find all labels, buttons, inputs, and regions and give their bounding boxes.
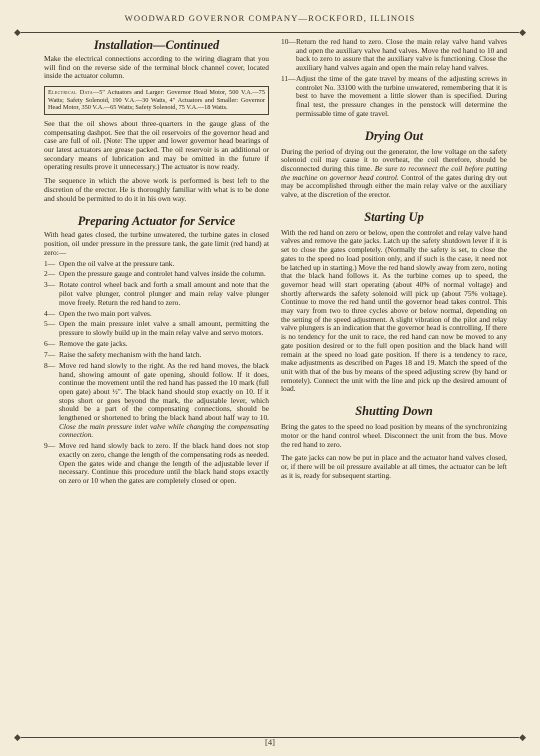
paragraph: The sequence in which the above work is performed is best left to the discretion of the erector. He is thoroughly familiar with what is to be done and should be permitted to do it in his own way. [44, 176, 269, 203]
rule-ornament-icon: ◆ [14, 732, 21, 742]
top-rule [14, 27, 526, 37]
paragraph: During the period of drying out the generator, the low voltage on the safety solenoid coil may cause it to overheat, the coil therefore, should be disconnected during this time. Be sure to reconnect the coil before putting the machine on governor head control. Control of the gates during dry out may be accomplished through either the main relay valve or the auxiliary valve, at the discretion of the erector. [281, 146, 507, 200]
heading-starting-up: Starting Up [364, 209, 424, 224]
list-item: 7— Raise the safety mechanism with the hand latch. [44, 349, 202, 359]
left-column [44, 38, 269, 486]
list-item: 5— Open the main pressure inlet valve a small amount, permitting the pressure to slowly build up in the main relay valve and servo motors. [44, 319, 269, 338]
right-column [281, 38, 507, 480]
list-item: 6— Remove the gate jacks. [44, 339, 128, 349]
paragraph: With the red hand on zero or below, open the controlet and relay valve hand valves and remove the gate jacks. Latch up the safety shutdown lever if it is set to close the gates completely. (Normally the safety is set, to close the gates to the speed no load position only, and if such is the case, it need not be latched up in starting.) Move the red hand slowly away from zero, noting that the black hand follows it. As the turbine comes up to speed, the governor head will start operating (about 40% of normal voltage) and shortly afterwards the safety solenoid will pick up (about 75% voltage). Continue to move the red hand until the governor head takes control. This may vary from two to three cycles above or below normal, depending on the setting of the speed adjustment. A slight vibration of the pilot and relay valve plungers is an indication that the governor head is controlling. If there is no tendency for the unit to race, the red hand can now be moved to any gate position desired or to the full open position and the black hand will remain at the speed no load gate position. If there is a tendency to race, make adjustments as described on Pages 18 and 19. Match the speed of the unit with that of the bus by means of the speed adjusting screw (by hand or remotely). Connect the unit with the line and pick up the desired amount of load. [281, 227, 507, 394]
rule-ornament-icon: ◆ [519, 732, 526, 742]
list-item: 3— Rotate control wheel back and forth a small amount and note that the pilot valve plunger, control plunger and main relay valve plunger move freely. Return the red hand to zero. [44, 280, 269, 307]
paragraph: With head gates closed, the turbine unwatered, the turbine gates in closed position, oil under pressure in the pressure tank, the gate limit (red hand) at zero:— [44, 230, 269, 257]
paragraph: The gate jacks can now be put in place and the actuator hand valves closed, or, if there will be oil pressure available at all times, the actuator can be left as it is, ready for subsequent starting. [281, 453, 507, 480]
steps-list [44, 260, 269, 486]
list-item: 2— Open the pressure gauge and controlet hand valves inside the column. [44, 269, 266, 279]
rule-ornament-icon: ◆ [519, 27, 526, 37]
heading-drying-out: Drying Out [364, 128, 424, 143]
heading-installation: Installation—Continued [93, 38, 220, 52]
paragraph: Bring the gates to the speed no load position by means of the synchronizing motor or the hand control wheel. Disconnect the unit from the bus. Move the red hand to zero. [281, 422, 507, 449]
electrical-data-box [44, 86, 269, 115]
page-number: [4] [265, 737, 275, 747]
box-text: —5" Actuators and Larger: Governor Head Motor, 500 V.A.—75 Watts; Safety Solenoid, 190 V.A.—30 Watts, 4" Actuators and Smaller: Governor Head Motor, 350 V.A.—65 Watts; Safety Solenoid, 75 V.A.—18 Watts. [48, 89, 265, 112]
running-head: WOODWARD GOVERNOR COMPANY—ROCKFORD, ILLINOIS [124, 13, 416, 23]
steps-list-continued [281, 38, 507, 119]
box-lead: Electrical Data [48, 89, 93, 97]
list-item: 9— Move red hand slowly back to zero. If the black hand does not stop exactly on zero, change the length of the compensating rods as needed. Open the gates wide and change the length of the adjustable lever if necessary. Continue this procedure until the black hand stops exactly on zero or 10 when the gates are completely closed or open. [44, 441, 269, 486]
list-item: 4— Open the two main port valves. [44, 308, 152, 318]
step-note: Close the main pressure inlet valve while changing the compensating connection. [59, 421, 269, 440]
list-item: 8— Move red hand slowly to the right. As the red hand moves, the black hand, showing amount of gate opening, should follow. If it does, continue the movement until the red hand has passed the 10 mark (full open gate) about ½". The black hand should stop exactly on 10. If it stops short or goes beyond the mark, the adjustable lever, which should be a part of the compensating connections, should be lengthened or shortened to bring the black hand about half way to 10. Close the main pressure inlet valve while changing the compensating connection. [44, 360, 269, 440]
list-item: 1— Open the oil valve at the pressure tank. [44, 258, 175, 268]
paragraph: See that the oil shows about three-quarters in the gauge glass of the compensating dashpot. See that the oil reservoirs of the governor head and case are full of oil. (Note: The upper and lower governor head bearings of our latest actuators are grease packed. The oil reservoir is an additional or secondary means of lubrication and may be omitted in the future if operating results prove it unnecessary.) The actuator is now ready. [44, 118, 269, 172]
list-item: 10— Return the red hand to zero. Close the main relay valve hand valves and open the auxiliary valve hand valves. Move the red hand to 10 and back to zero to assure that the auxiliary valve is functioning. Close the auxiliary hand valves again and open the main relay hand valves. [281, 37, 507, 73]
heading-shutting-down: Shutting Down [355, 404, 433, 419]
rule-ornament-icon: ◆ [14, 27, 21, 37]
list-item: 11— Adjust the time of the gate travel by means of the adjusting screws in controlet No. 33100 with the turbine unwatered, remembering that it is best to have the movement a little slower than is specified. During final test, the pressure changes in the penstock will determine the permissable time of gate travel. [281, 74, 507, 118]
paragraph: Make the electrical connections according to the wiring diagram that you will find on the reverse side of the terminal block channel cover, located inside the actuator column. [44, 54, 269, 81]
heading-preparing: Preparing Actuator for Service [77, 214, 236, 229]
